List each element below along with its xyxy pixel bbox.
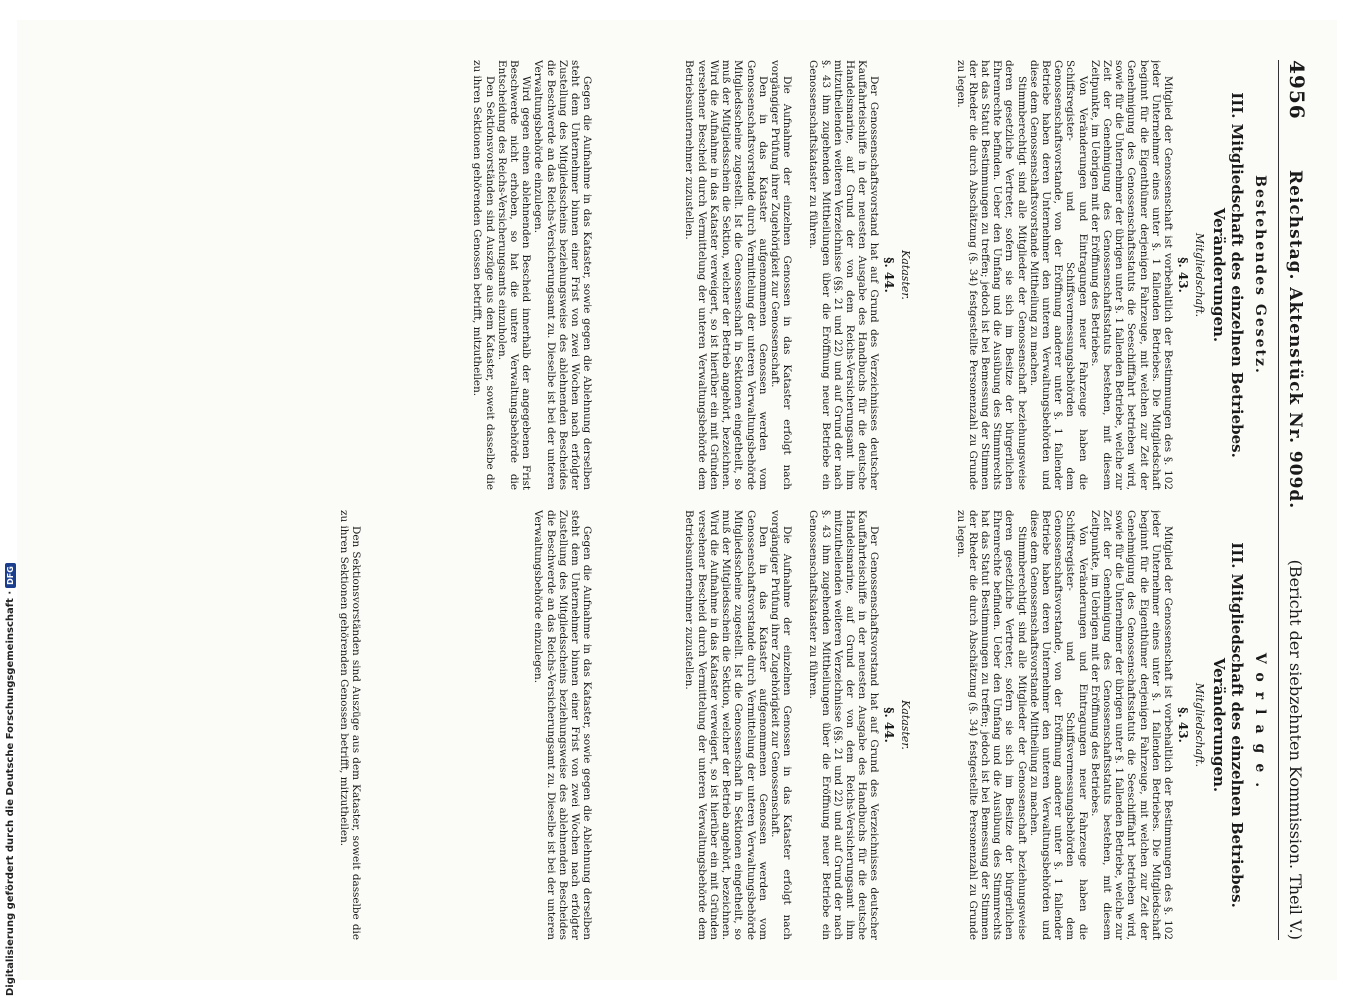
paragraph: Von Veränderungen und Eintragungen neuer Fahrzeuge haben die Schiffsregister- und Schiffsvermessungsbehörden dem Genossenschaftsvorstande, von der Eröffnung anderer unter §. 1 fallender Betriebe haben deren Unternehmer den unteren Verwaltungsbehörden und diese dem Genossenschaftsvorstande Mittheilung zu machen. <box>1027 510 1089 940</box>
paragraph: Von Veränderungen und Eintragungen neuer Fahrzeuge haben die Schiffsregister- und Schiffsvermessungsbehörden dem Genossenschaftsvorstande, von der Eröffnung anderer unter §. 1 fallender Betriebe haben deren Unternehmer den unteren Verwaltungsbehörden und diese dem Genossenschaftsvorstande Mittheilung zu machen. <box>1027 60 1089 490</box>
paragraph: Mitglied der Genossenschaft ist vorbehaltlich der Bestimmungen des §. 102 jeder Unternehmer eines unter §. 1 fallenden Betriebes. Die Mitgliedschaft beginnt für die Eigenthümer derjenigen Fahrzeuge, mit welchen zur Zeit der Genehmigung des Genossenschaftsstatuts die Seeschifffahrt betrieben wird, sowie für die Unternehmer der übrigen unter §. 1 fallenden Betriebe, welche zur Zeit der Genehmigung des Genossenschaftsstatuts bestehen, mit diesem Zeitpunkte, im Uebrigen mit der Eröffnung des Betriebes. <box>1088 60 1174 490</box>
subheading-membership: Mitgliedschaft. <box>1192 682 1206 768</box>
running-head <box>1278 60 1307 940</box>
credit-text: Digitalisierung gefördert durch die Deutsche Forschungsgemeinschaft · <box>5 590 16 996</box>
paragraph: Die Aufnahme der einzelnen Genossen in das Kataster erfolgt nach vorgängiger Prüfung ihrer Zugehörigkeit zur Genossenschaft. <box>768 60 793 490</box>
chapter-heading: III. Mitgliedschaft des einzelnen Betriebes. Veränderungen. <box>1209 542 1246 908</box>
paragraph: Den Sektionsvorständen sind Auszüge aus dem Kataster, soweit dasselbe die zu ihren Sektionen gehörenden Genossen betrifft, mitzutheilen. <box>337 510 362 940</box>
paragraph: Stimmberechtigt sind alle Mitglieder der Genossenschaft beziehungsweise deren gesetzliche Vertreter, sofern sie sich im Besitze der bürgerlichen Ehrenrechte befinden. Ueber den Umfang und die Ausübung des Stimmrechts hat das Statut Bestimmungen zu treffen; jedoch ist bei Bemessung der Stimmen der Rheder die durch Abschätzung (§. 34) festgestellte Personenzahl zu Grunde zu legen. <box>954 510 1028 940</box>
paragraph: Der Genossenschaftsvorstand hat auf Grund des Verzeichnisses deutscher Kauffahrteischiffe in der neuesten Ausgabe des Handbuchs für die deutsche Handelsmarine, auf Grund der von dem Reichs-Versicherungsamt ihm mitzutheilenden weiteren Verzeichnisse (§§. 21 und 22) und auf Grund der nach §. 43 ihm zugehenden Mittheilungen über die Eröffnung neuer Betriebe ein Genossenschaftskataster zu führen. <box>806 60 880 490</box>
paragraph: Mitglied der Genossenschaft ist vorbehaltlich der Bestimmungen des §. 102 jeder Unternehmer eines unter §. 1 fallenden Betriebes. Die Mitgliedschaft beginnt für die Eigenthümer derjenigen Fahrzeuge, mit welchen zur Zeit der Genehmigung des Genossenschaftsstatuts die Seeschifffahrt betrieben wird, sowie für die Unternehmer der übrigen unter §. 1 fallenden Betriebe, welche zur Zeit der Genehmigung des Genossenschaftsstatuts bestehen, mit diesem Zeitpunkte, im Uebrigen mit der Eröffnung des Betriebes. <box>1088 510 1174 940</box>
paragraph: Stimmberechtigt sind alle Mitglieder der Genossenschaft beziehungsweise deren gesetzliche Vertreter, sofern sie sich im Besitze der bürgerlichen Ehrenrechte befinden. Ueber den Umfang und die Ausübung des Stimmrechts hat das Statut Bestimmungen zu treffen; jedoch ist bei Bemessung der Stimmen der Rheder die durch Abschätzung (§. 34) festgestellte Personenzahl zu Grunde zu legen. <box>954 60 1028 490</box>
column-heading-proposal: Vorlage. <box>1251 652 1268 798</box>
paragraph: Die Aufnahme der einzelnen Genossen in das Kataster erfolgt nach vorgängiger Prüfung ihrer Zugehörigkeit zur Genossenschaft. <box>768 510 793 940</box>
section-43-heading: §. 43. <box>1175 257 1190 293</box>
section-44-heading: §. 44. <box>881 707 896 743</box>
column-heading-existing-law: Bestehendes Gesetz. <box>1251 175 1268 375</box>
section-43-heading: §. 43. <box>1175 707 1190 743</box>
document-page <box>17 20 1337 980</box>
columns <box>42 60 1272 940</box>
chapter-heading: III. Mitgliedschaft des einzelnen Betriebes. Veränderungen. <box>1209 92 1246 458</box>
paragraph: Wird gegen einen ablehnenden Bescheid innerhalb der angegebenen Frist Beschwerde nicht erhoben, so hat die untere Verwaltungsbehörde die Entscheidung des Reichs-Versicherungsamts einzuholen. <box>495 60 532 490</box>
paragraph: Der Genossenschaftsvorstand hat auf Grund des Verzeichnisses deutscher Kauffahrteischiffe in der neuesten Ausgabe des Handbuchs für die deutsche Handelsmarine, auf Grund der von dem Reichs-Versicherungsamt ihm mitzutheilenden weiteren Verzeichnisse (§§. 21 und 22) und auf Grund der nach §. 43 ihm zugehenden Mittheilungen über die Eröffnung neuer Betriebe ein Genossenschaftskataster zu führen. <box>806 510 880 940</box>
subheading-membership: Mitgliedschaft. <box>1192 232 1206 318</box>
paragraph: Gegen die Aufnahme in das Kataster, sowie gegen die Ablehnung derselben steht dem Unternehmer binnen einer Frist von zwei Wochen nach erfolgter Zustellung des Mitgliedsscheins beziehungsweise des ablehnenden Bescheides die Beschwerde an das Reichs-Versicherungsamt zu. Dieselbe ist bei der unteren Verwaltungsbehörde einzulegen. <box>531 60 593 490</box>
column-existing-law <box>42 60 1272 490</box>
paragraph: Den Sektionsvorständen sind Auszüge aus dem Kataster, soweit dasselbe die zu ihren Sektionen gehörenden Genossen betrifft, mitzutheilen. <box>470 60 496 490</box>
page-number: 4956 <box>1284 60 1309 120</box>
paragraph: Den in das Kataster aufgenommenen Genossen werden vom Genossenschaftsvorstande durch Vermittelung der unteren Verwaltungsbehörde Mitgliedsscheine zugestellt. Ist die Genossenschaft in Sektionen eingetheilt, so muß der Mitgliedsschein die Sektion, welcher der Betrieb angehört, bezeichnen. Wird die Aufnahme in das Kataster verweigert, so ist hierüber ein mit Gründen versehener Bescheid durch Vermittelung der unteren Verwaltungsbehörde dem Betriebsunternehmer zuzustellen. <box>683 510 769 940</box>
digitization-credit <box>4 566 18 996</box>
document-title: Reichstag. Aktenstück Nr. 909d. <box>1284 170 1305 510</box>
paragraph: Gegen die Aufnahme in das Kataster, sowie gegen die Ablehnung derselben steht dem Unternehmer binnen einer Frist von zwei Wochen nach erfolgter Zustellung des Mitgliedsscheins beziehungsweise des ablehnenden Bescheides die Beschwerde an das Reichs-Versicherungsamt zu. Dieselbe ist bei der unteren Verwaltungsbehörde einzulegen. <box>531 510 593 940</box>
subheading-cadastre: Kataster. <box>898 700 912 750</box>
document-subtitle: (Bericht der siebzehnten Kommission. Theil V.) <box>1285 559 1305 940</box>
column-proposal <box>42 510 1272 940</box>
section-44-heading: §. 44. <box>881 257 896 293</box>
paragraph: Den in das Kataster aufgenommenen Genossen werden vom Genossenschaftsvorstande durch Vermittelung der unteren Verwaltungsbehörde Mitgliedsscheine zugestellt. Ist die Genossenschaft in Sektionen eingetheilt, so muß der Mitgliedsschein die Sektion, welcher der Betrieb angehört, bezeichnen. Wird die Aufnahme in das Kataster verweigert, so ist hierüber ein mit Gründen versehener Bescheid durch Vermittelung der unteren Verwaltungsbehörde dem Betriebsunternehmer zuzustellen. <box>683 60 769 490</box>
dfg-logo: DFG <box>5 563 16 588</box>
subheading-cadastre: Kataster. <box>898 250 912 300</box>
